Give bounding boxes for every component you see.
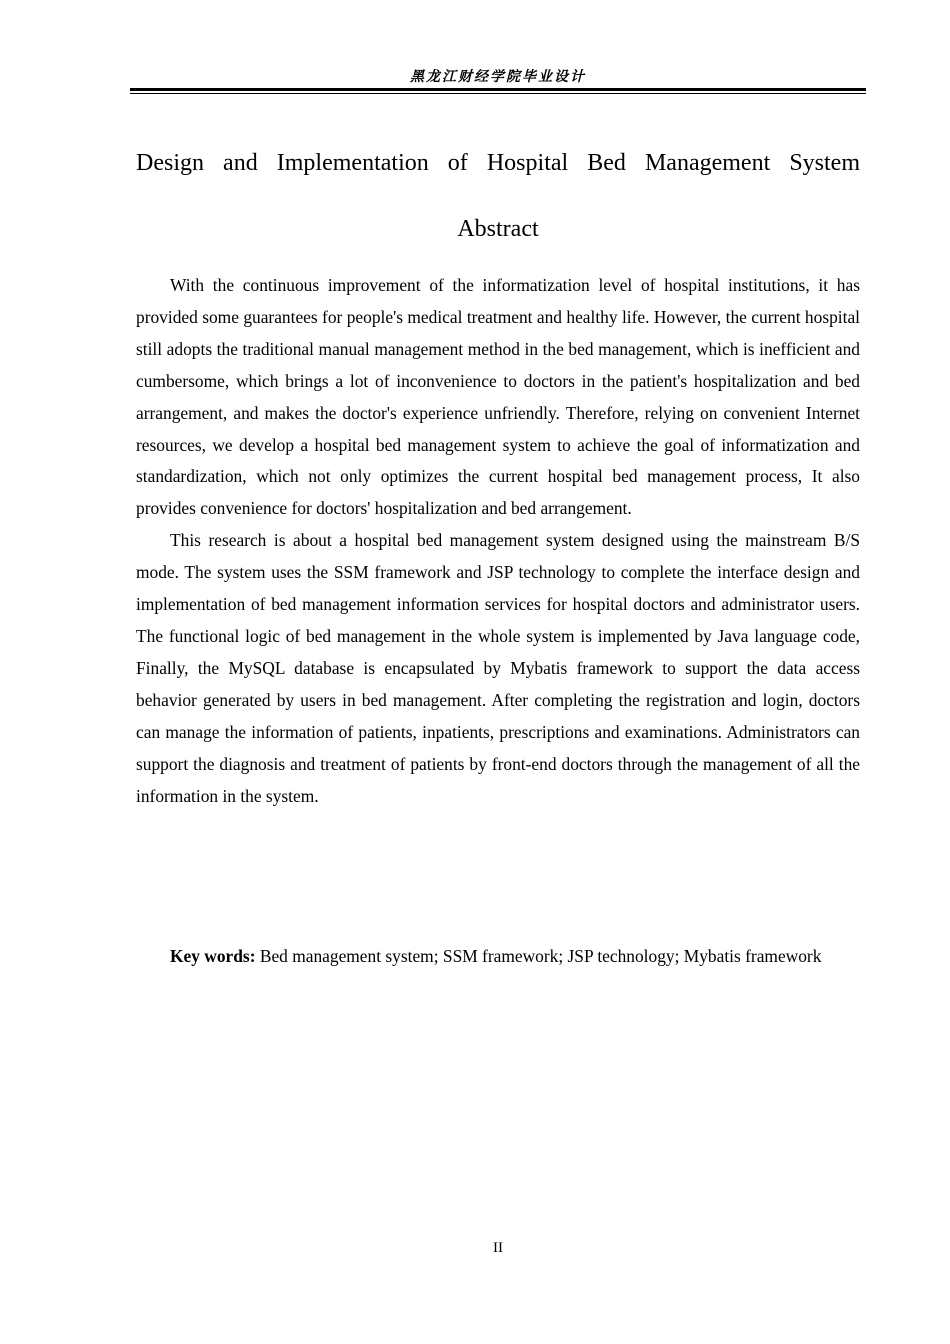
keywords-text: Bed management system; SSM framework; JSP technology; Mybatis framework <box>255 946 822 966</box>
abstract-body <box>136 270 860 812</box>
keywords-label: Key words: <box>170 946 256 966</box>
abstract-paragraph-1: With the continuous improvement of the informatization level of hospital institutions, it has provided some guarantees for people's medical treatment and healthy life. However, the current hospital still adopts the traditional manual management method in the bed management, which is inefficient and cumbersome, which brings a lot of inconvenience to doctors in the patient's hospitalization and bed arrangement, and makes the doctor's experience unfriendly. Therefore, relying on convenient Internet resources, we develop a hospital bed management system to achieve the goal of informatization and standardization, which not only optimizes the current hospital bed management process, It also provides convenience for doctors' hospitalization and bed arrangement. <box>136 275 860 519</box>
abstract-heading: Abstract <box>457 216 539 242</box>
abstract-paragraph-2: This research is about a hospital bed management system designed using the mainstream B/S mode. The system uses the SSM framework and JSP technology to complete the interface design and implementation of bed management information services for hospital doctors and administrator users. The functional logic of bed management in the whole system is implemented by Java language code, Finally, the MySQL database is encapsulated by Mybatis framework to support the data access behavior generated by users in bed management. After completing the registration and login, doctors can manage the information of patients, inpatients, prescriptions and examinations. Administrators can support the diagnosis and treatment of patients by front-end doctors through the management of all the information in the system. <box>136 530 860 806</box>
keywords <box>136 941 860 973</box>
header-rule-thin <box>130 93 866 94</box>
paper-title: Design and Implementation of Hospital Bed Management System <box>136 150 860 176</box>
page-number: II <box>493 1240 503 1256</box>
running-header: 黑龙江财经学院毕业设计 <box>410 69 586 85</box>
header-rule-thick <box>130 88 866 91</box>
